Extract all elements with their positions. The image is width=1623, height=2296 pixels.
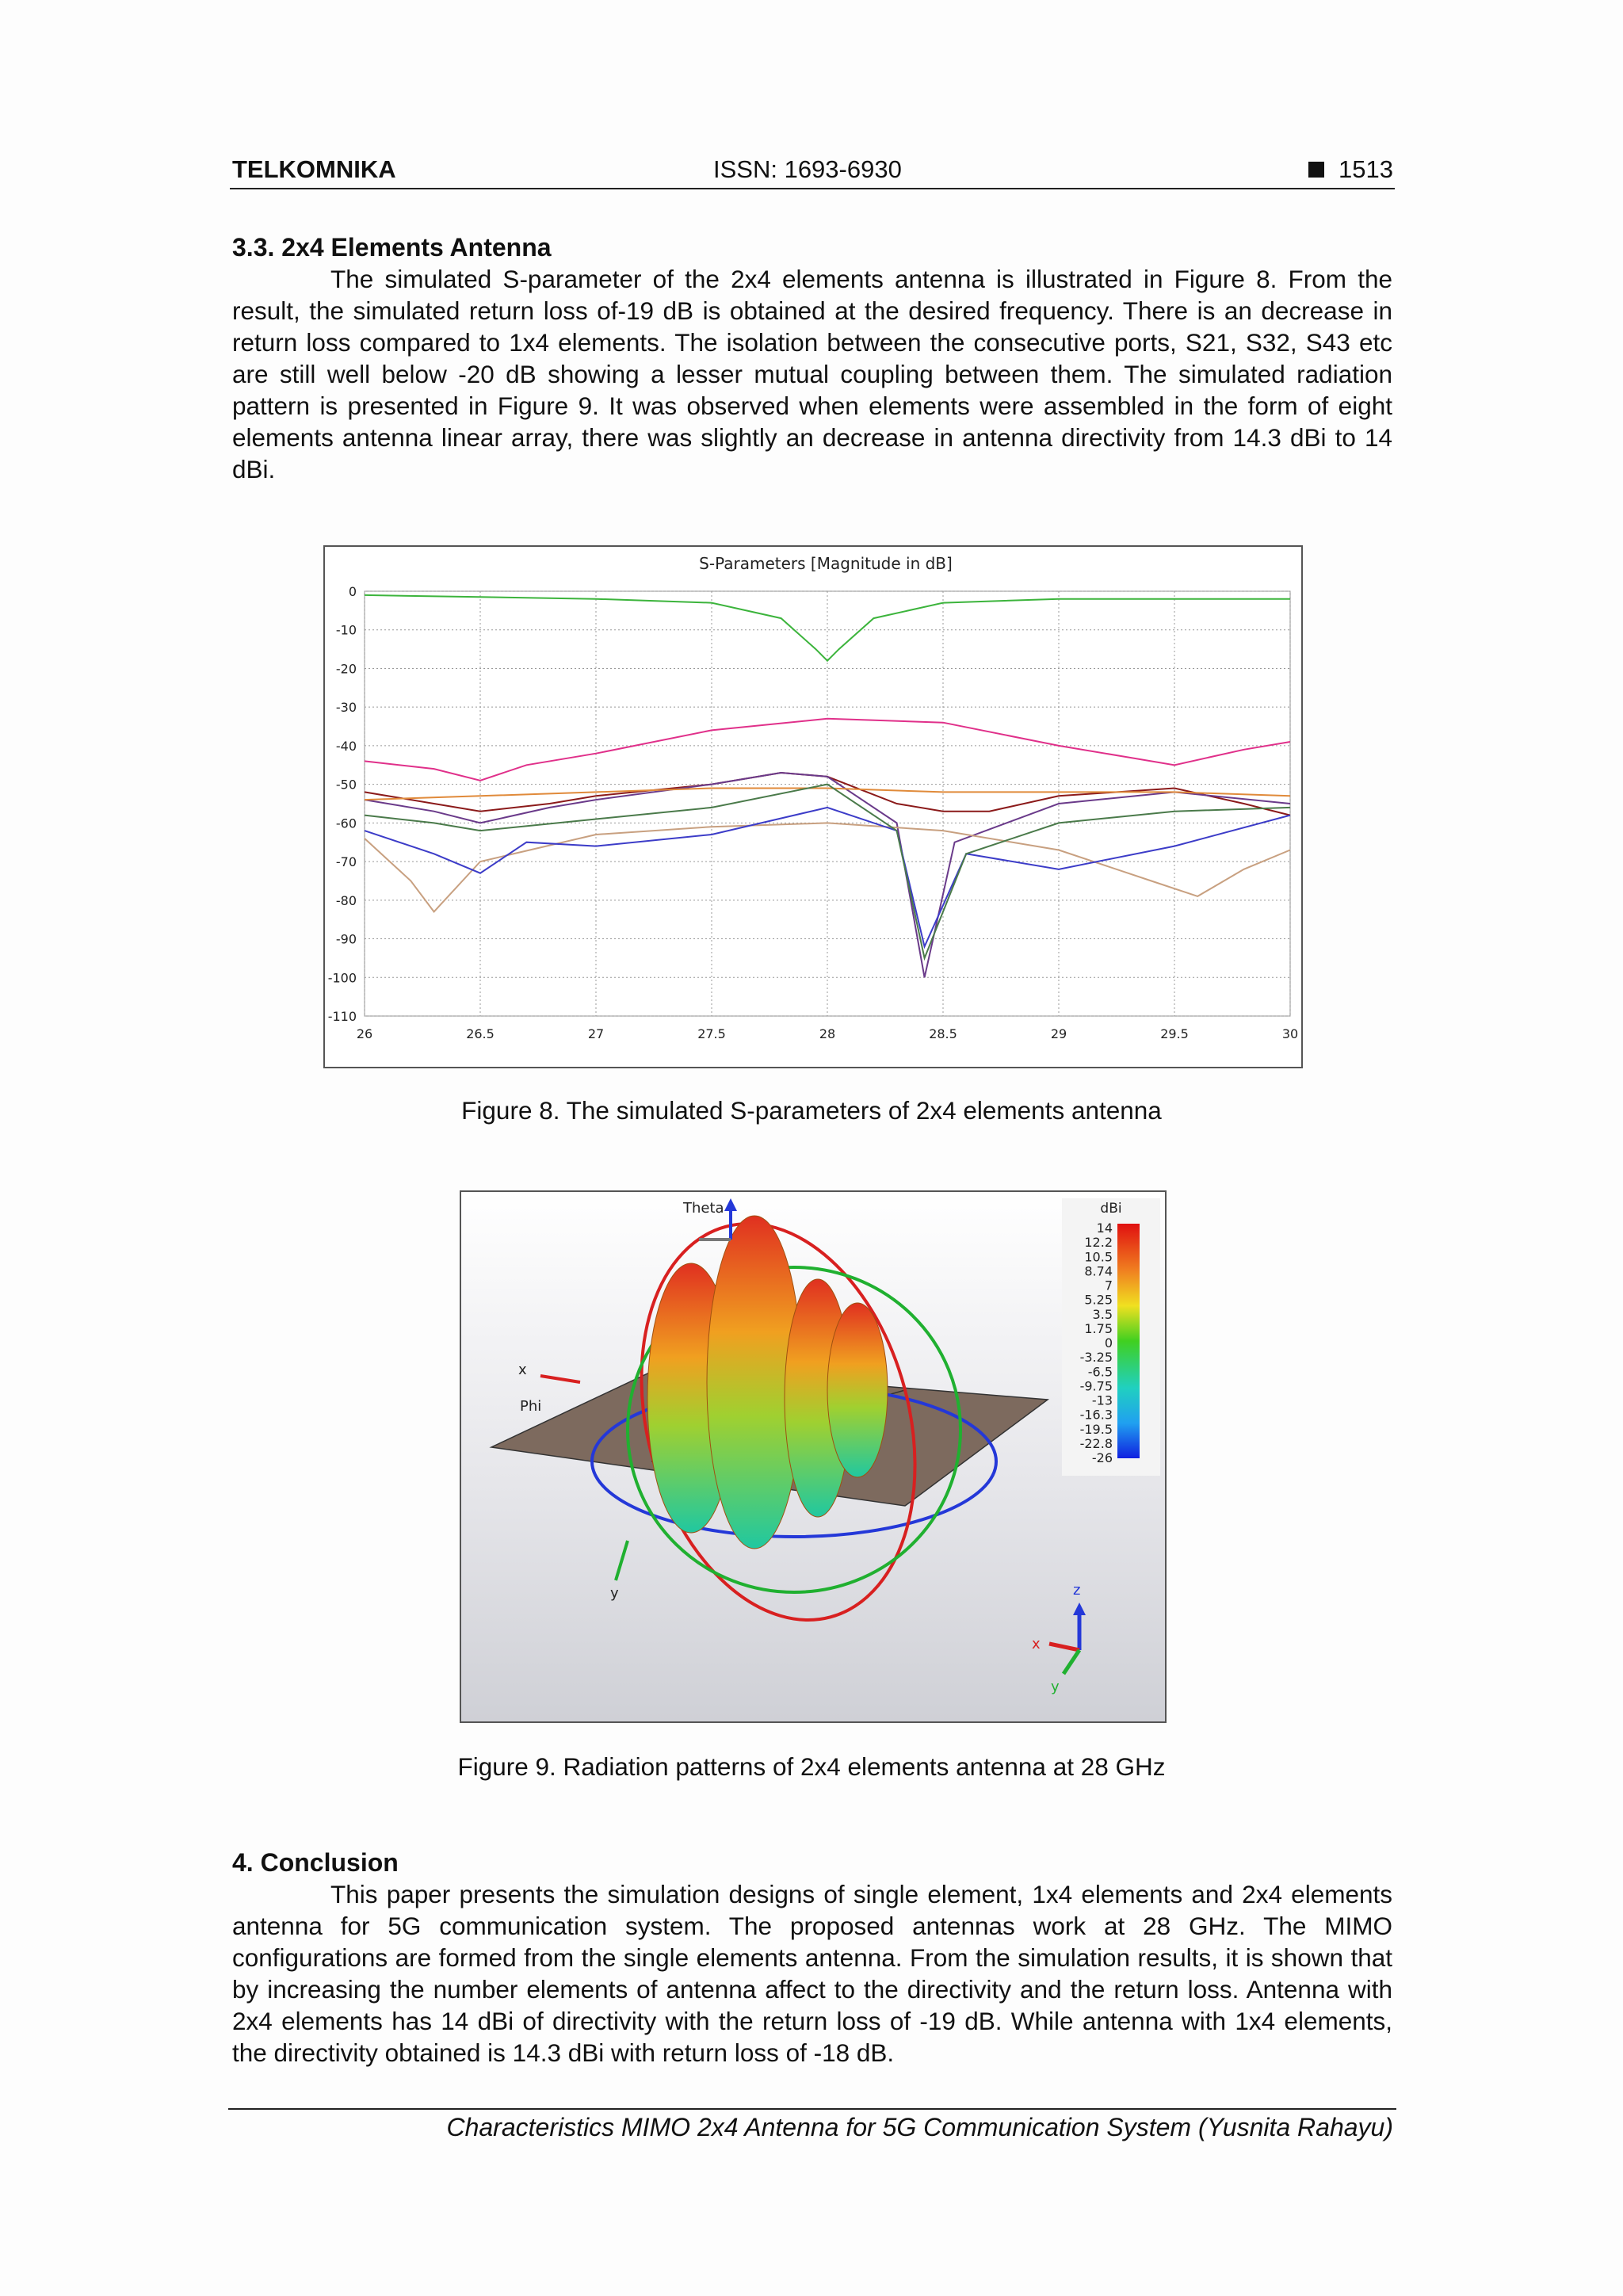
color-scale-label: 3.5 xyxy=(1092,1306,1113,1322)
color-scale-label: -16.3 xyxy=(1079,1407,1113,1423)
y-tick-label: -100 xyxy=(327,970,357,986)
color-scale-label: 7 xyxy=(1104,1278,1113,1293)
triad-x-axis xyxy=(1049,1644,1079,1650)
y-tick-label: -40 xyxy=(335,738,357,754)
header-rule xyxy=(230,188,1395,189)
triad-y-label: y xyxy=(1051,1679,1060,1695)
s-parameter-plot xyxy=(325,547,1301,1067)
figure-9-radiation-pattern xyxy=(460,1190,1167,1723)
y-axis-label: y xyxy=(610,1585,619,1602)
x-tick-label: 28 xyxy=(819,1026,836,1041)
page-number: 1513 xyxy=(1338,155,1393,183)
color-scale-label: -6.5 xyxy=(1087,1364,1113,1380)
color-scale-label: -9.75 xyxy=(1079,1378,1113,1394)
x-tick-label: 28.5 xyxy=(929,1026,957,1041)
triad-z-label: z xyxy=(1073,1582,1081,1599)
theta-arrowhead xyxy=(724,1198,737,1211)
conclusion-paragraph: This paper presents the simulation designs of single element, 1x4 elements and 2x4 elements antenna for 5G communication system. The proposed antennas work at 28 GHz. The MIMO configurations are formed from the single elements antenna. From the simulation results, it is shown that by increasing the number elements of antenna affect to the directivity and the return loss. Antenna with 2x4 elements has 14 dBi of directivity with the return loss of -19 dB. While antenna with 1x4 elements, the directivity obtained is 14.3 dBi with return loss of -18 dB. xyxy=(232,1880,1392,2067)
y-tick-label: -10 xyxy=(335,622,357,638)
x-axis-arrow xyxy=(540,1376,580,1382)
y-tick-label: -20 xyxy=(335,661,357,677)
triad-z-arrowhead xyxy=(1073,1603,1086,1615)
section-title-4: 4. Conclusion xyxy=(232,1848,399,1877)
section-3-3-paragraph: The simulated S-parameter of the 2x4 elements antenna is illustrated in Figure 8. From the result, the simulated return loss of-19 dB is obtained at the desired frequency. There is an decrease in return loss compared to 1x4 elements. The isolation between the consecutive ports, S21, S32, S43 etc are still well below -20 dB showing a lesser mutual coupling between them. The simulated radiation pattern is presented in Figure 9. It was observed when elements were assembled in the form of eight elements antenna linear array, there was slightly an decrease in antenna directivity from 14.3 dBi to 14 dBi. xyxy=(232,265,1392,483)
page-number-block xyxy=(1308,155,1393,184)
y-tick-label: -110 xyxy=(327,1009,357,1024)
color-scale-label: 10.5 xyxy=(1084,1249,1113,1265)
radiation-pattern-render xyxy=(461,1192,1165,1721)
color-scale-label: 1.75 xyxy=(1084,1320,1113,1336)
running-footer: Characteristics MIMO 2x4 Antenna for 5G Communication System (Yusnita Rahayu) xyxy=(446,2113,1393,2141)
y-tick-label: 0 xyxy=(348,584,357,599)
y-tick-label: -50 xyxy=(335,777,357,793)
journal-name: TELKOMNIKA xyxy=(232,155,396,183)
x-tick-label: 27.5 xyxy=(697,1026,726,1041)
y-tick-label: -90 xyxy=(335,931,357,947)
x-tick-label: 30 xyxy=(1281,1026,1299,1041)
phi-label: Phi xyxy=(520,1398,542,1415)
color-scale-label: -3.25 xyxy=(1079,1350,1113,1366)
color-scale-label: -19.5 xyxy=(1079,1421,1113,1437)
color-scale-unit: dBi xyxy=(1100,1201,1122,1217)
footer-rule xyxy=(228,2108,1396,2110)
color-scale-label: 0 xyxy=(1104,1335,1113,1350)
color-scale-label: 14 xyxy=(1096,1221,1113,1236)
figure-9-caption: Figure 9. Radiation patterns of 2x4 elements antenna at 28 GHz xyxy=(457,1752,1166,1781)
color-scale-label: -13 xyxy=(1091,1392,1113,1408)
square-bullet-icon xyxy=(1308,162,1324,178)
color-scale-label: 12.2 xyxy=(1084,1235,1113,1251)
x-axis-label: x xyxy=(518,1362,527,1378)
color-scale-bar xyxy=(1117,1224,1140,1458)
y-tick-label: -60 xyxy=(335,816,357,831)
y-tick-label: -70 xyxy=(335,854,357,870)
x-tick-label: 26 xyxy=(356,1026,373,1041)
theta-label: Theta xyxy=(683,1200,724,1217)
x-tick-label: 29.5 xyxy=(1160,1026,1189,1041)
figure-8-caption: Figure 8. The simulated S-parameters of 2x4 elements antenna xyxy=(461,1096,1162,1125)
y-axis-arrow xyxy=(616,1541,628,1580)
section-title-3-3: 3.3. 2x4 Elements Antenna xyxy=(232,233,552,262)
triad-x-label: x xyxy=(1032,1636,1041,1652)
figure-8-chart xyxy=(323,545,1303,1068)
x-tick-label: 27 xyxy=(587,1026,605,1041)
x-tick-label: 29 xyxy=(1050,1026,1067,1041)
side-lobe xyxy=(827,1303,888,1477)
y-tick-label: -30 xyxy=(335,700,357,716)
triad-y-axis xyxy=(1064,1650,1079,1674)
color-scale-label: 8.74 xyxy=(1084,1263,1113,1279)
color-scale-label: -22.8 xyxy=(1079,1435,1113,1451)
color-scale-label: 5.25 xyxy=(1084,1292,1113,1308)
chart-title: S-Parameters [Magnitude in dB] xyxy=(699,554,953,573)
color-scale-label: -26 xyxy=(1091,1450,1113,1465)
x-tick-label: 26.5 xyxy=(466,1026,495,1041)
y-tick-label: -80 xyxy=(335,892,357,908)
issn: ISSN: 1693-6930 xyxy=(713,155,902,183)
